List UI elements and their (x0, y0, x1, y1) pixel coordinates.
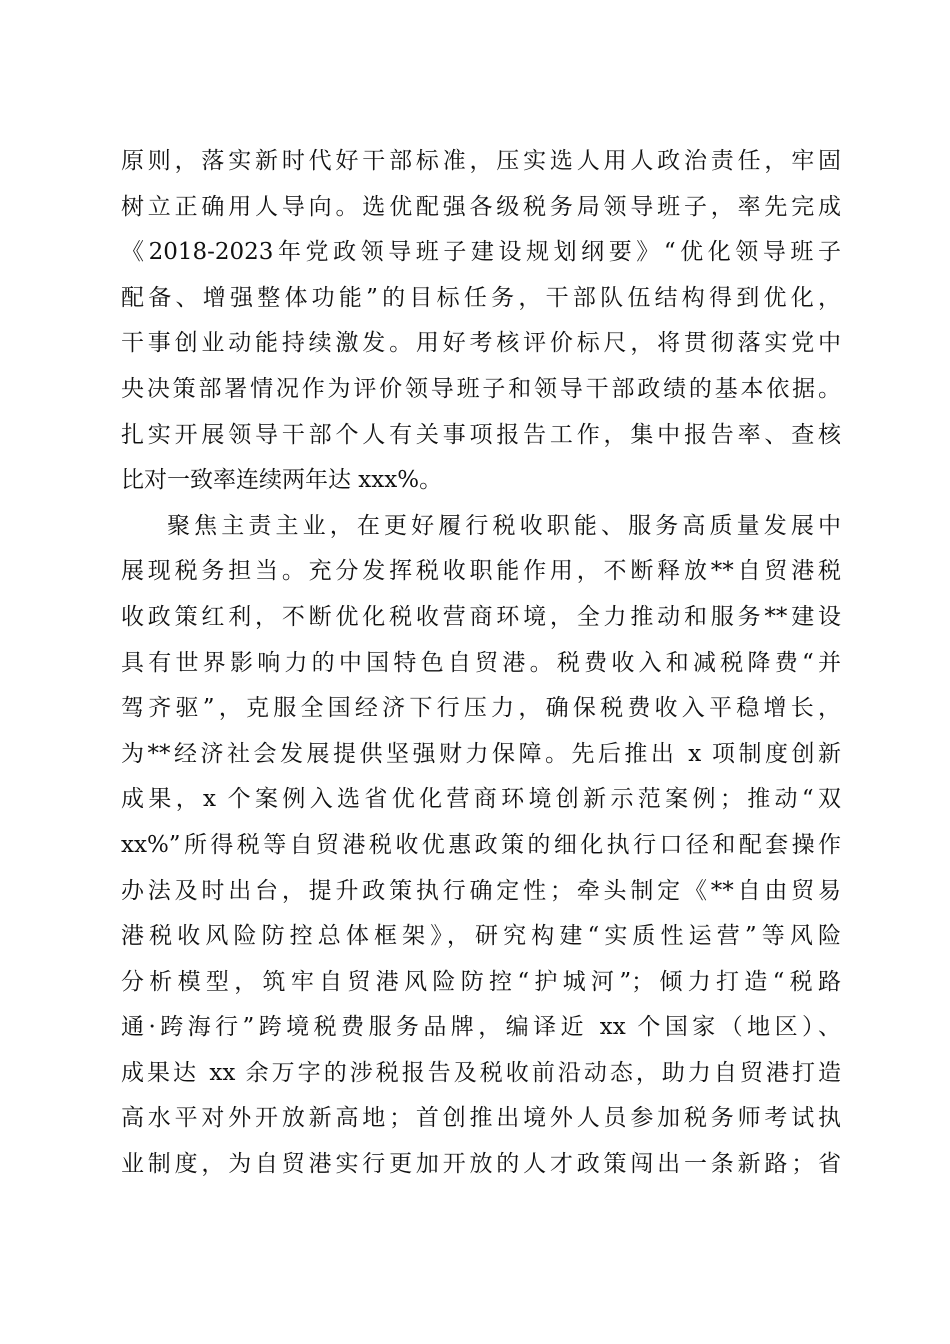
text-line: xx%”所得税等自贸港税收优惠政策的细化执行口径和配套操作 (121, 831, 841, 858)
text-line: 为**经济社会发展提供坚强财力保障。先后推出 x 项制度创新 (121, 740, 841, 767)
body-text (121, 139, 841, 1188)
text-line: 展现税务担当。充分发挥税收职能作用，不断释放**自贸港税 (121, 558, 841, 585)
text-line: 央决策部署情况作为评价领导班子和领导干部政绩的基本依据。 (121, 375, 841, 402)
text-line: 分析模型，筑牢自贸港风险防控“护城河”；倾力打造“税路 (121, 968, 841, 995)
text-line: 聚焦主责主业，在更好履行税收职能、服务高质量发展中 (167, 512, 841, 539)
paragraph-cadre-principles (121, 139, 841, 504)
text-line: 收政策红利，不断优化税收营商环境，全力推动和服务**建设 (121, 603, 841, 630)
text-line: 比对一致率连续两年达 xxx%。 (121, 467, 443, 494)
text-line: 驾齐驱”，克服全国经济下行压力，确保税费收入平稳增长， (121, 695, 841, 722)
text-line: 业制度，为自贸港实行更加开放的人才政策闯出一条新路；省 (121, 1151, 841, 1178)
text-line: 通·跨海行”跨境税费服务品牌，编译近 xx 个国家（地区）、 (121, 1014, 841, 1041)
text-line: 成果，x 个案例入选省优化营商环境创新示范案例；推动“双 (121, 786, 841, 813)
text-line: 高水平对外开放新高地；首创推出境外人员参加税务师考试执 (121, 1105, 841, 1132)
text-line: 具有世界影响力的中国特色自贸港。税费收入和减税降费“并 (121, 649, 841, 676)
text-line: 扎实开展领导干部个人有关事项报告工作，集中报告率、查核 (121, 421, 841, 448)
text-line: 干事创业动能持续激发。用好考核评价标尺，将贯彻落实党中 (121, 330, 841, 357)
text-line: 《2018-2023年党政领导班子建设规划纲要》“优化领导班子 (121, 239, 841, 266)
text-line: 配备、增强整体功能”的目标任务，干部队伍结构得到优化， (121, 284, 841, 311)
text-line: 树立正确用人导向。选优配强各级税务局领导班子，率先完成 (121, 193, 841, 220)
paragraph-core-duties (121, 504, 841, 1188)
text-line: 原则，落实新时代好干部标准，压实选人用人政治责任，牢固 (121, 148, 841, 174)
text-line: 办法及时出台，提升政策执行确定性；牵头制定《**自由贸易 (121, 877, 841, 904)
text-line: 港税收风险防控总体框架》，研究构建“实质性运营”等风险 (121, 923, 841, 950)
text-line: 成果达 xx 余万字的涉税报告及税收前沿动态，助力自贸港打造 (121, 1059, 841, 1086)
